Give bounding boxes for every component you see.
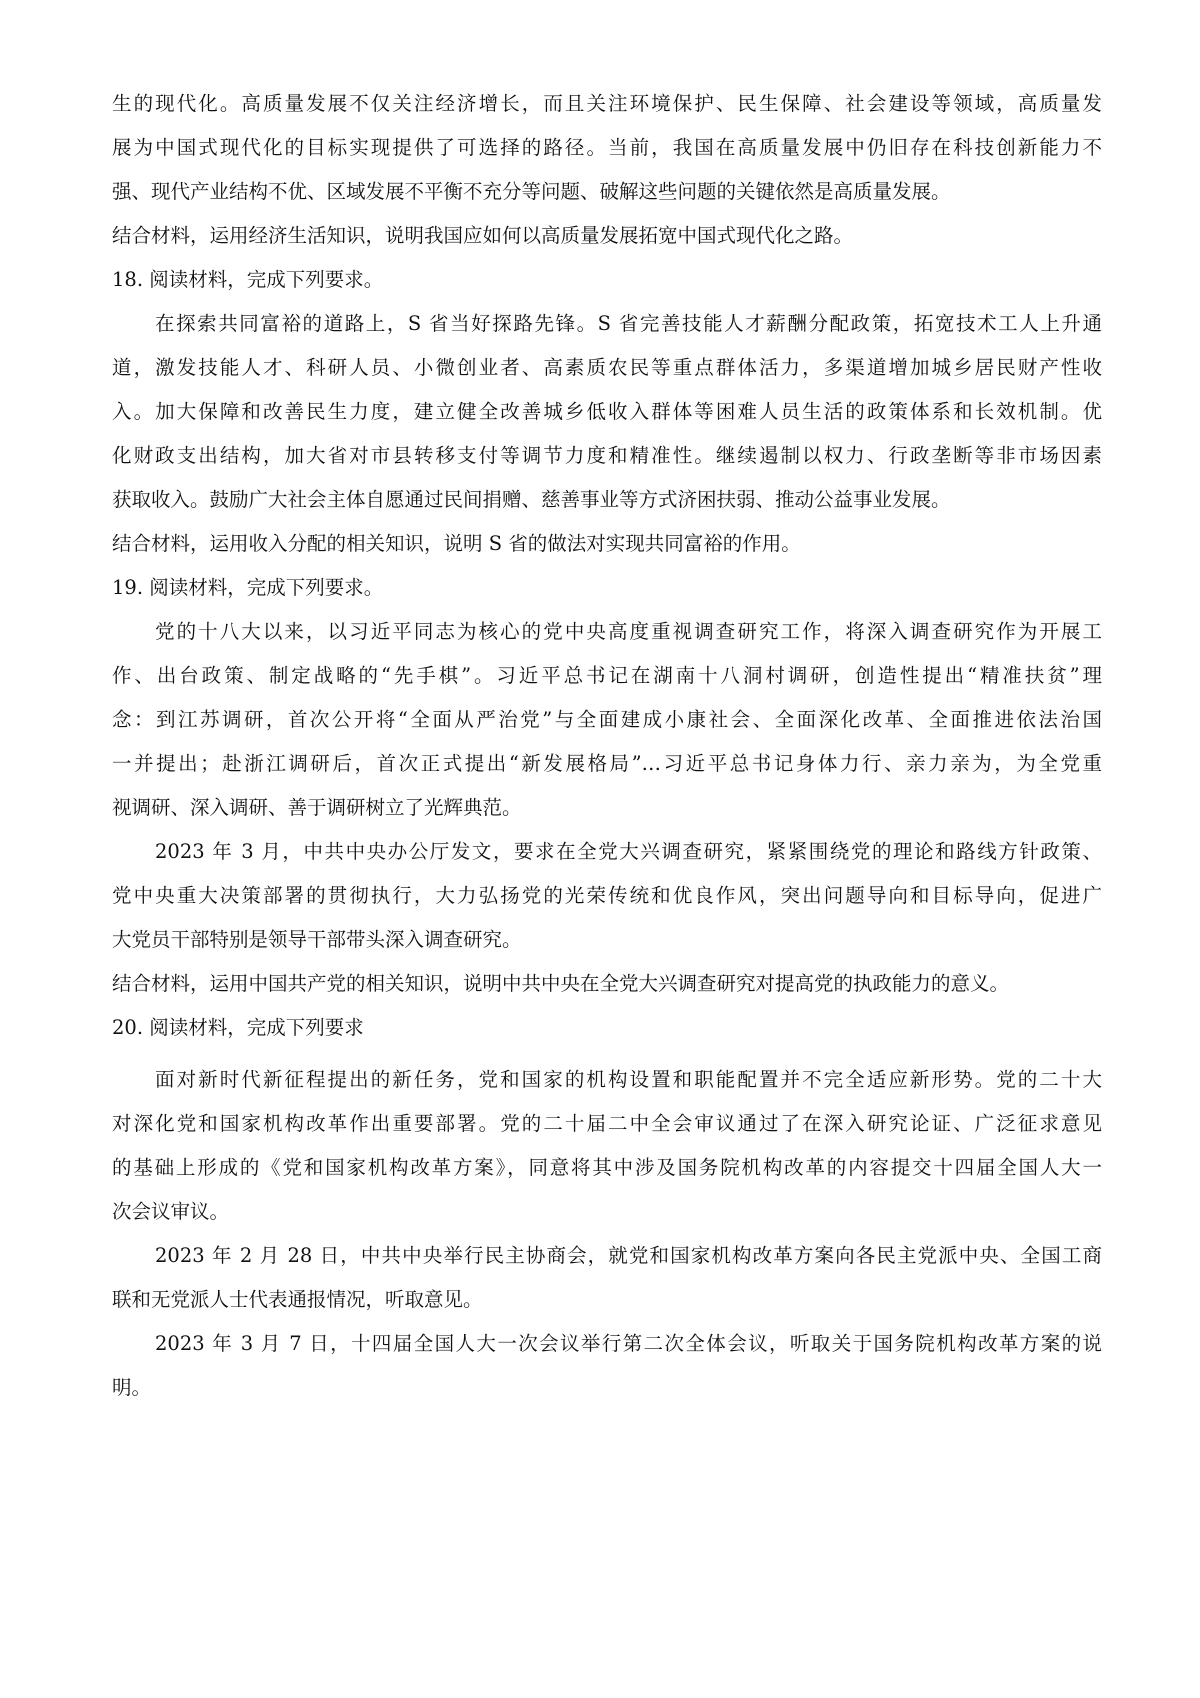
question-20-heading: 20. 阅读材料，完成下列要求 — [112, 1016, 364, 1039]
paragraph-line: 念：到江苏调研，首次公开将“全面从严治党”与全面建成小康社会、全面深化改革、全面推进依法治国 — [112, 708, 1102, 731]
paragraph-line: 获取收入。鼓励广大社会主体自愿通过民间捐赠、慈善事业等方式济困扶弱、推动公益事业发展。 — [112, 488, 951, 511]
paragraph-line: 的基础上形成的《党和国家机构改革方案》，同意将其中涉及国务院机构改革的内容提交十四届全国人大一 — [112, 1156, 1102, 1179]
paragraph-line: 2023 年 3 月 7 日，十四届全国人大一次会议举行第二次全体会议，听取关于国务院机构改革方案的说 — [155, 1332, 1102, 1355]
paragraph-line: 生的现代化。高质量发展不仅关注经济增长，而且关注环境保护、民生保障、社会建设等领域，高质量发 — [112, 92, 1102, 115]
paragraph-line: 视调研、深入调研、善于调研树立了光辉典范。 — [112, 796, 522, 819]
paragraph-line: 道，激发技能人才、科研人员、小微创业者、高素质农民等重点群体活力，多渠道增加城乡居民财产性收 — [112, 356, 1102, 379]
paragraph-line: 次会议审议。 — [112, 1200, 230, 1223]
question-19-heading: 19. 阅读材料，完成下列要求。 — [112, 576, 384, 599]
paragraph-line: 面对新时代新征程提出的新任务，党和国家的机构设置和职能配置并不完全适应新形势。党的二十大 — [155, 1068, 1102, 1091]
paragraph-line: 入。加大保障和改善民生力度，建立健全改善城乡低收入群体等困难人员生活的政策体系和长效机制。优 — [112, 400, 1102, 423]
paragraph-line: 一并提出；赴浙江调研后，首次正式提出“新发展格局”…习近平总书记身体力行、亲力亲为，为全党重 — [112, 752, 1102, 775]
paragraph-line: 作、出台政策、制定战略的“先手棋”。习近平总书记在湖南十八洞村调研，创造性提出“精准扶贫”理 — [112, 664, 1102, 687]
paragraph-line: 联和无党派人士代表通报情况，听取意见。 — [112, 1288, 483, 1311]
question-18-requirement: 结合材料，运用收入分配的相关知识，说明 S 省的做法对实现共同富裕的作用。 — [112, 532, 801, 555]
paragraph-line: 党中央重大决策部署的贯彻执行，大力弘扬党的光荣传统和优良作风，突出问题导向和目标导向，促进广 — [112, 884, 1102, 907]
question-19-requirement: 结合材料，运用中国共产党的相关知识，说明中共中央在全党大兴调查研究对提高党的执政能力的意义。 — [112, 972, 1010, 995]
paragraph-line: 化财政支出结构，加大省对市县转移支付等调节力度和精准性。继续遏制以权力、行政垄断等非市场因素 — [112, 444, 1102, 467]
paragraph-line: 2023 年 2 月 28 日，中共中央举行民主协商会，就党和国家机构改革方案向各民主党派中央、全国工商 — [155, 1244, 1102, 1267]
paragraph-line: 展为中国式现代化的目标实现提供了可选择的路径。当前，我国在高质量发展中仍旧存在科技创新能力不 — [112, 136, 1102, 159]
question-18-heading: 18. 阅读材料，完成下列要求。 — [112, 268, 384, 291]
paragraph-line: 对深化党和国家机构改革作出重要部署。党的二十届二中全会审议通过了在深入研究论证、广泛征求意见 — [112, 1112, 1102, 1135]
paragraph-line: 在探索共同富裕的道路上，S 省当好探路先锋。S 省完善技能人才薪酬分配政策，拓宽技术工人上升通 — [155, 312, 1102, 335]
paragraph-line: 大党员干部特别是领导干部带头深入调查研究。 — [112, 928, 522, 951]
paragraph-line: 明。 — [112, 1376, 152, 1399]
paragraph-line: 党的十八大以来，以习近平同志为核心的党中央高度重视调查研究工作，将深入调查研究作为开展工 — [155, 620, 1102, 643]
paragraph-line: 强、现代产业结构不优、区域发展不平衡不充分等问题、破解这些问题的关键依然是高质量发展。 — [112, 180, 951, 203]
paragraph-line: 2023 年 3 月，中共中央办公厅发文，要求在全党大兴调查研究，紧紧围绕党的理论和路线方针政策、 — [155, 840, 1102, 863]
question-17-requirement: 结合材料，运用经济生活知识，说明我国应如何以高质量发展拓宽中国式现代化之路。 — [112, 224, 854, 247]
